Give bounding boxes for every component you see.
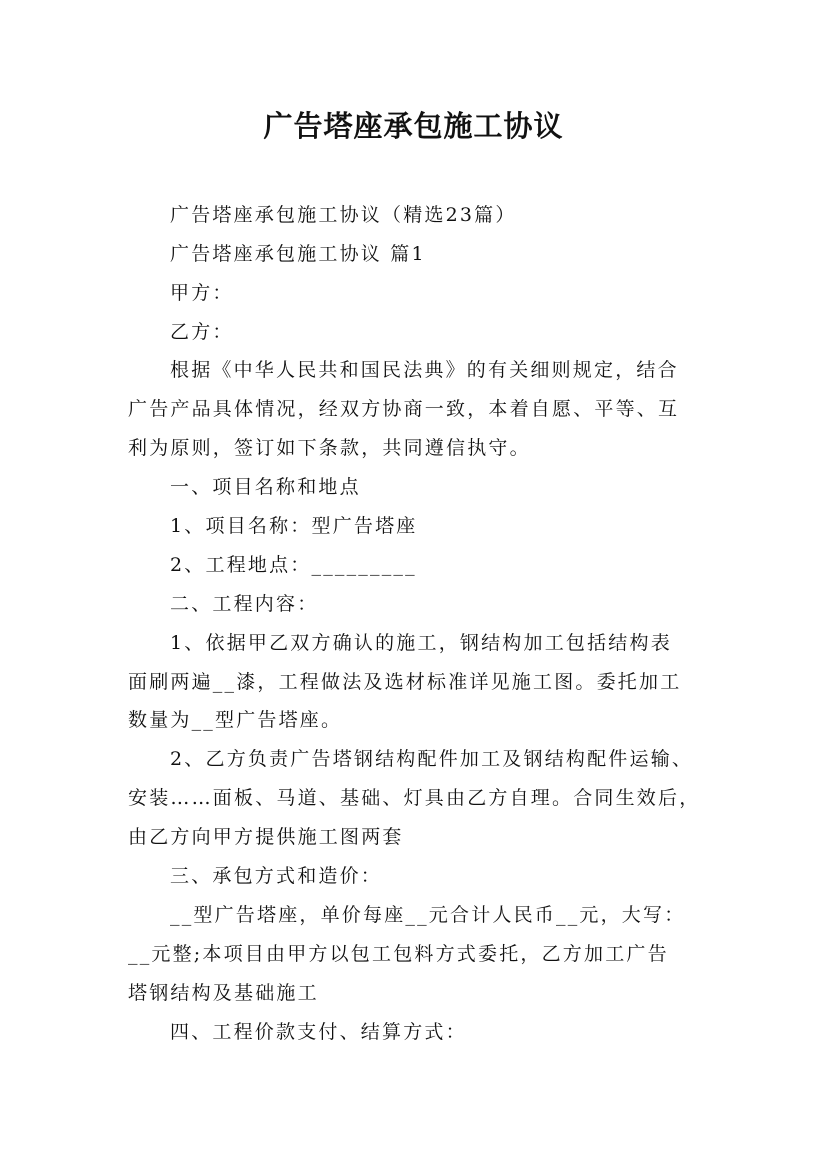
paragraph-line: 数量为__型广告塔座。: [128, 709, 343, 731]
paragraph-line: 安装……面板、马道、基础、灯具由乙方自理。合同生效后，: [128, 787, 701, 809]
clause-heading: 三、承包方式和造价：: [170, 865, 383, 887]
paragraph-line: 由乙方向甲方提供施工图两套: [128, 826, 404, 848]
paragraph-line: __元整;本项目由甲方以包工包料方式委托，乙方加工广告: [128, 943, 669, 965]
clause-item: 1、项目名称：型广告塔座: [170, 515, 418, 537]
party-a-label: 甲方：: [170, 282, 234, 304]
paragraph-line: 1、依据甲乙双方确认的施工，钢结构加工包括结构表: [170, 632, 672, 654]
paragraph-line: 塔钢结构及基础施工: [128, 982, 319, 1004]
clause-heading: 二、工程内容：: [170, 593, 319, 615]
clause-item: 2、工程地点：_________: [170, 554, 417, 576]
section-heading: 广告塔座承包施工协议 篇1: [170, 243, 426, 265]
paragraph-line: 利为原则，签订如下条款，共同遵信执守。: [128, 437, 531, 459]
subtitle-line: 广告塔座承包施工协议（精选23篇）: [170, 204, 517, 226]
party-b-label: 乙方：: [170, 321, 234, 343]
paragraph-line: 广告产品具体情况，经双方协商一致，本着自愿、平等、互: [128, 398, 680, 420]
paragraph-line: __型广告塔座，单价每座__元合计人民币__元，大写：: [170, 904, 686, 926]
clause-heading: 一、项目名称和地点: [170, 476, 361, 498]
paragraph-line: 2、乙方负责广告塔钢结构配件加工及钢结构配件运输、: [170, 748, 694, 770]
clause-heading: 四、工程价款支付、结算方式：: [170, 1021, 467, 1043]
document-title: 广告塔座承包施工协议: [263, 109, 564, 143]
paragraph-line: 面刷两遍__漆，工程做法及选材标准详见施工图。委托加工: [128, 671, 682, 693]
paragraph-line: 根据《中华人民共和国民法典》的有关细则规定，结合: [170, 359, 679, 381]
